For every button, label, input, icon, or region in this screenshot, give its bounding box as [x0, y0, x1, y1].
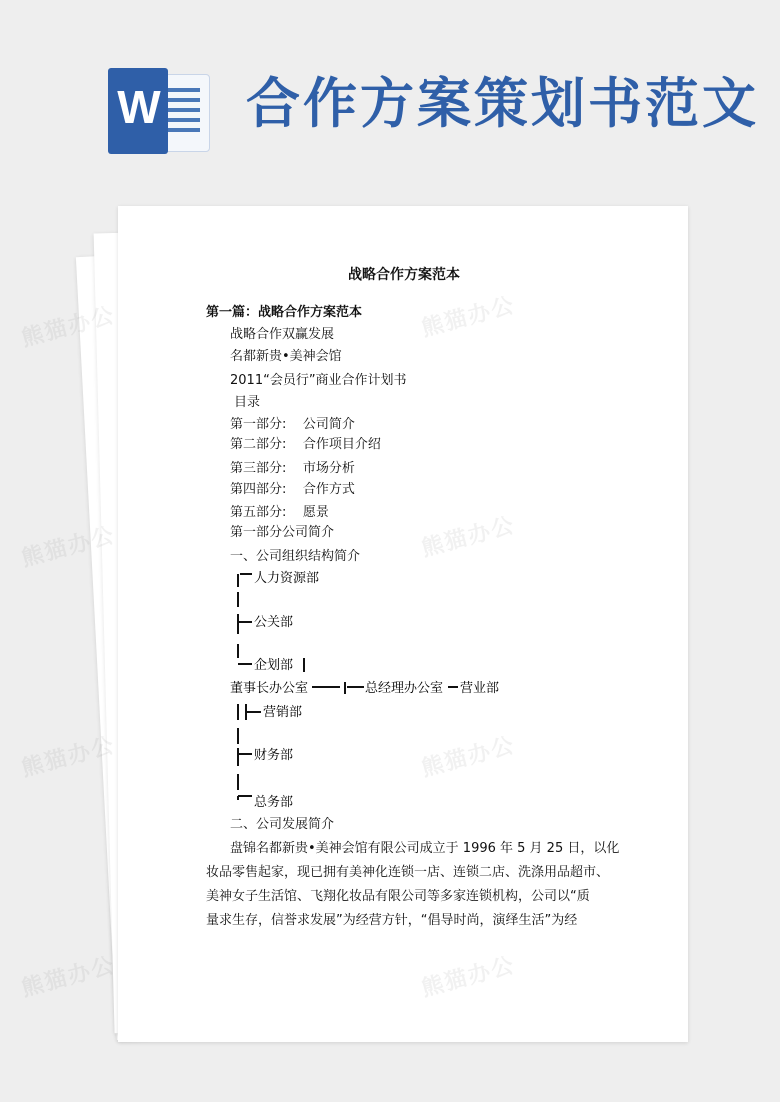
watermark: 熊猫办公 [418, 512, 519, 562]
watermark: 熊猫办公 [418, 732, 519, 782]
paragraph-line: 量求生存，信誉求发展”为经营方针，“倡导时尚，演绎生活”为经 [206, 913, 578, 928]
watermark: 熊猫办公 [418, 292, 519, 342]
toc-item: 第三部分: 市场分析 [230, 461, 355, 476]
text-line: 名都新贵•美神会馆 [230, 349, 342, 364]
word-icon-line [166, 98, 200, 102]
banner-title: 合作方案策划书范文 [246, 71, 759, 135]
word-icon-line [166, 128, 200, 132]
toc-item: 第四部分: 合作方式 [230, 482, 355, 497]
section2-title: 二、公司发展简介 [230, 817, 335, 832]
dept-marketing: 营销部 [263, 705, 303, 720]
dept-planning: 企划部 [254, 658, 294, 673]
word-document-icon [108, 68, 208, 154]
word-icon-cover [108, 68, 168, 154]
text-line: 2011“会员行”商业合作计划书 [230, 373, 407, 388]
watermark: 熊猫办公 [18, 952, 119, 1002]
word-icon-letter: W [117, 81, 161, 133]
document-heading: 战略合作方案范本 [348, 267, 460, 283]
text-line: 战略合作双赢发展 [230, 327, 335, 342]
board-office: 董事长办公室 [230, 681, 309, 696]
toc-item: 第一部分: 公司简介 [230, 417, 355, 432]
toc-label: 目录 [234, 395, 261, 410]
dept-finance: 财务部 [254, 748, 294, 763]
word-icon-line [166, 108, 200, 112]
dept-pr: 公关部 [254, 615, 294, 630]
toc-item: 第二部分: 合作项目介绍 [230, 437, 381, 452]
dept-general-affairs: 总务部 [254, 795, 294, 810]
watermark: 熊猫办公 [18, 302, 119, 352]
dept-hr: 人力资源部 [254, 571, 320, 586]
word-icon-line [166, 88, 200, 92]
toc-item: 第五部分: 愿景 [230, 505, 329, 520]
section-title: 第一篇：战略合作方案范本 [206, 305, 363, 320]
dept-business: 营业部 [460, 681, 500, 696]
paragraph-line: 妆品零售起家，现已拥有美神化连锁一店、连锁二店、洗涤用品超市、 [206, 865, 610, 880]
word-icon-line [166, 118, 200, 122]
text-line: 第一部分公司简介 [230, 525, 335, 540]
header-banner [0, 0, 780, 200]
paragraph-line: 盘锦名都新贵•美神会馆有限公司成立于 1996 年 5 月 25 日，以化 [230, 841, 620, 856]
paragraph-line: 美神女子生活馆、飞翔化妆品有限公司等多家连锁机构，公司以“质 [206, 889, 590, 904]
watermark: 熊猫办公 [418, 952, 519, 1002]
watermark: 熊猫办公 [18, 732, 119, 782]
watermark: 熊猫办公 [18, 522, 119, 572]
gm-office: 总经理办公室 [365, 681, 444, 696]
text-line: 一、公司组织结构简介 [230, 549, 361, 564]
document-page [118, 206, 688, 1042]
